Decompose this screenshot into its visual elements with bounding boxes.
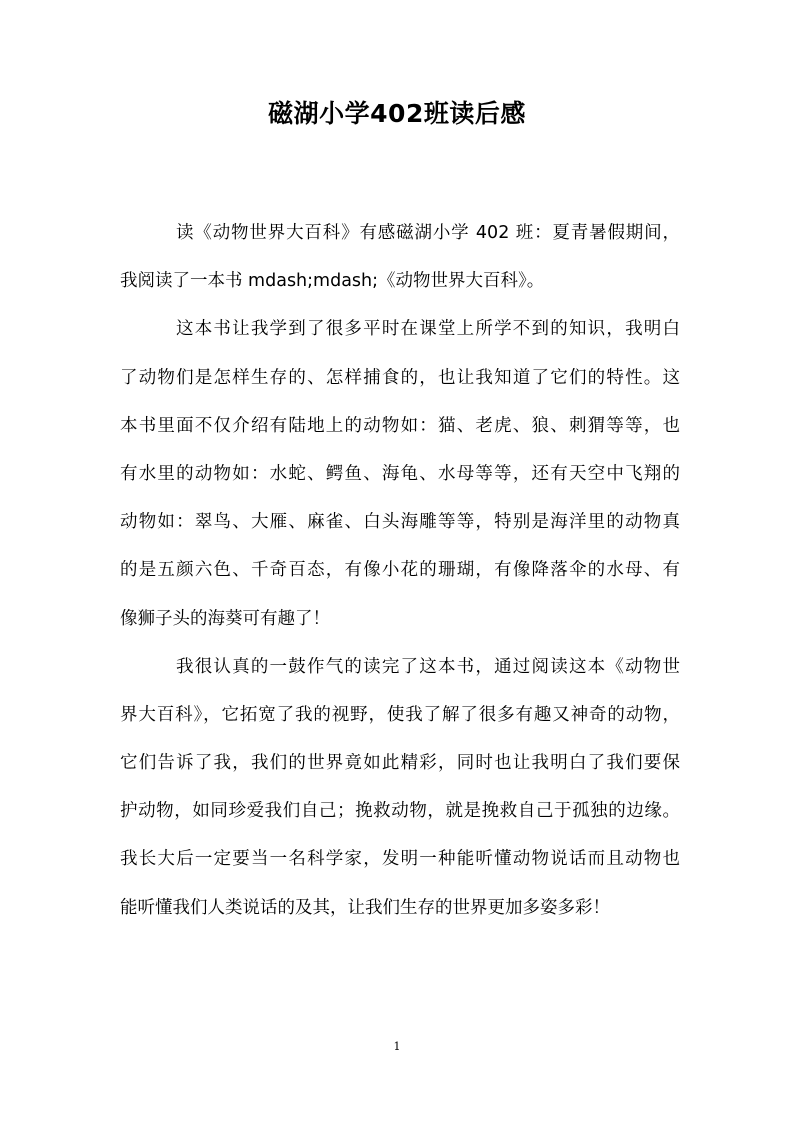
paragraph-2-line-4: 有水里的动物如：水蛇、鳄鱼、海龟、水母等等，还有天空中飞翔的 (120, 463, 680, 484)
paragraph-3-line-3: 它们告诉了我，我们的世界竟如此精彩，同时也让我明白了我们要保 (120, 753, 680, 774)
paragraph-3-line-1: 我很认真的一鼓作气的读完了这本书，通过阅读这本《动物世 (176, 656, 680, 677)
document-body (120, 209, 680, 932)
paragraph-2-line-5: 动物如：翠鸟、大雁、麻雀、白头海雕等等，特别是海洋里的动物真 (120, 512, 680, 533)
paragraph-1-line-1: 读《动物世界大百科》有感磁湖小学 402 班：夏青暑假期间， (176, 223, 680, 243)
paragraph-3-line-5: 我长大后一定要当一名科学家，发明一种能听懂动物说话而且动物也 (120, 849, 680, 870)
paragraph-2-line-2: 了动物们是怎样生存的、怎样捕食的，也让我知道了它们的特性。这 (120, 367, 680, 388)
paragraph-3-line-4: 护动物，如同珍爱我们自己；挽救动物，就是挽救自己于孤独的边缘。 (120, 801, 680, 822)
paragraph-3-line-2: 界大百科》，它拓宽了我的视野，使我了解了很多有趣又神奇的动物， (120, 704, 680, 725)
paragraph-2-line-3: 本书里面不仅介绍有陆地上的动物如：猫、老虎、狼、刺猬等等，也 (120, 415, 680, 436)
paragraph-2-line-1: 这本书让我学到了很多平时在课堂上所学不到的知识，我明白 (176, 319, 680, 340)
document-title: 磁湖小学402班读后感 (268, 99, 526, 128)
paragraph-1-line-2: 我阅读了一本书 mdash;mdash;《动物世界大百科》。 (120, 271, 545, 292)
paragraph-2-line-6: 的是五颜六色、千奇百态，有像小花的珊瑚，有像降落伞的水母、有 (120, 560, 680, 581)
paragraph-3-line-6: 能听懂我们人类说话的及其，让我们生存的世界更加多姿多彩！ (120, 897, 610, 918)
paragraph-2-line-7: 像狮子头的海葵可有趣了！ (120, 608, 330, 629)
page-number: 1 (393, 1040, 401, 1053)
